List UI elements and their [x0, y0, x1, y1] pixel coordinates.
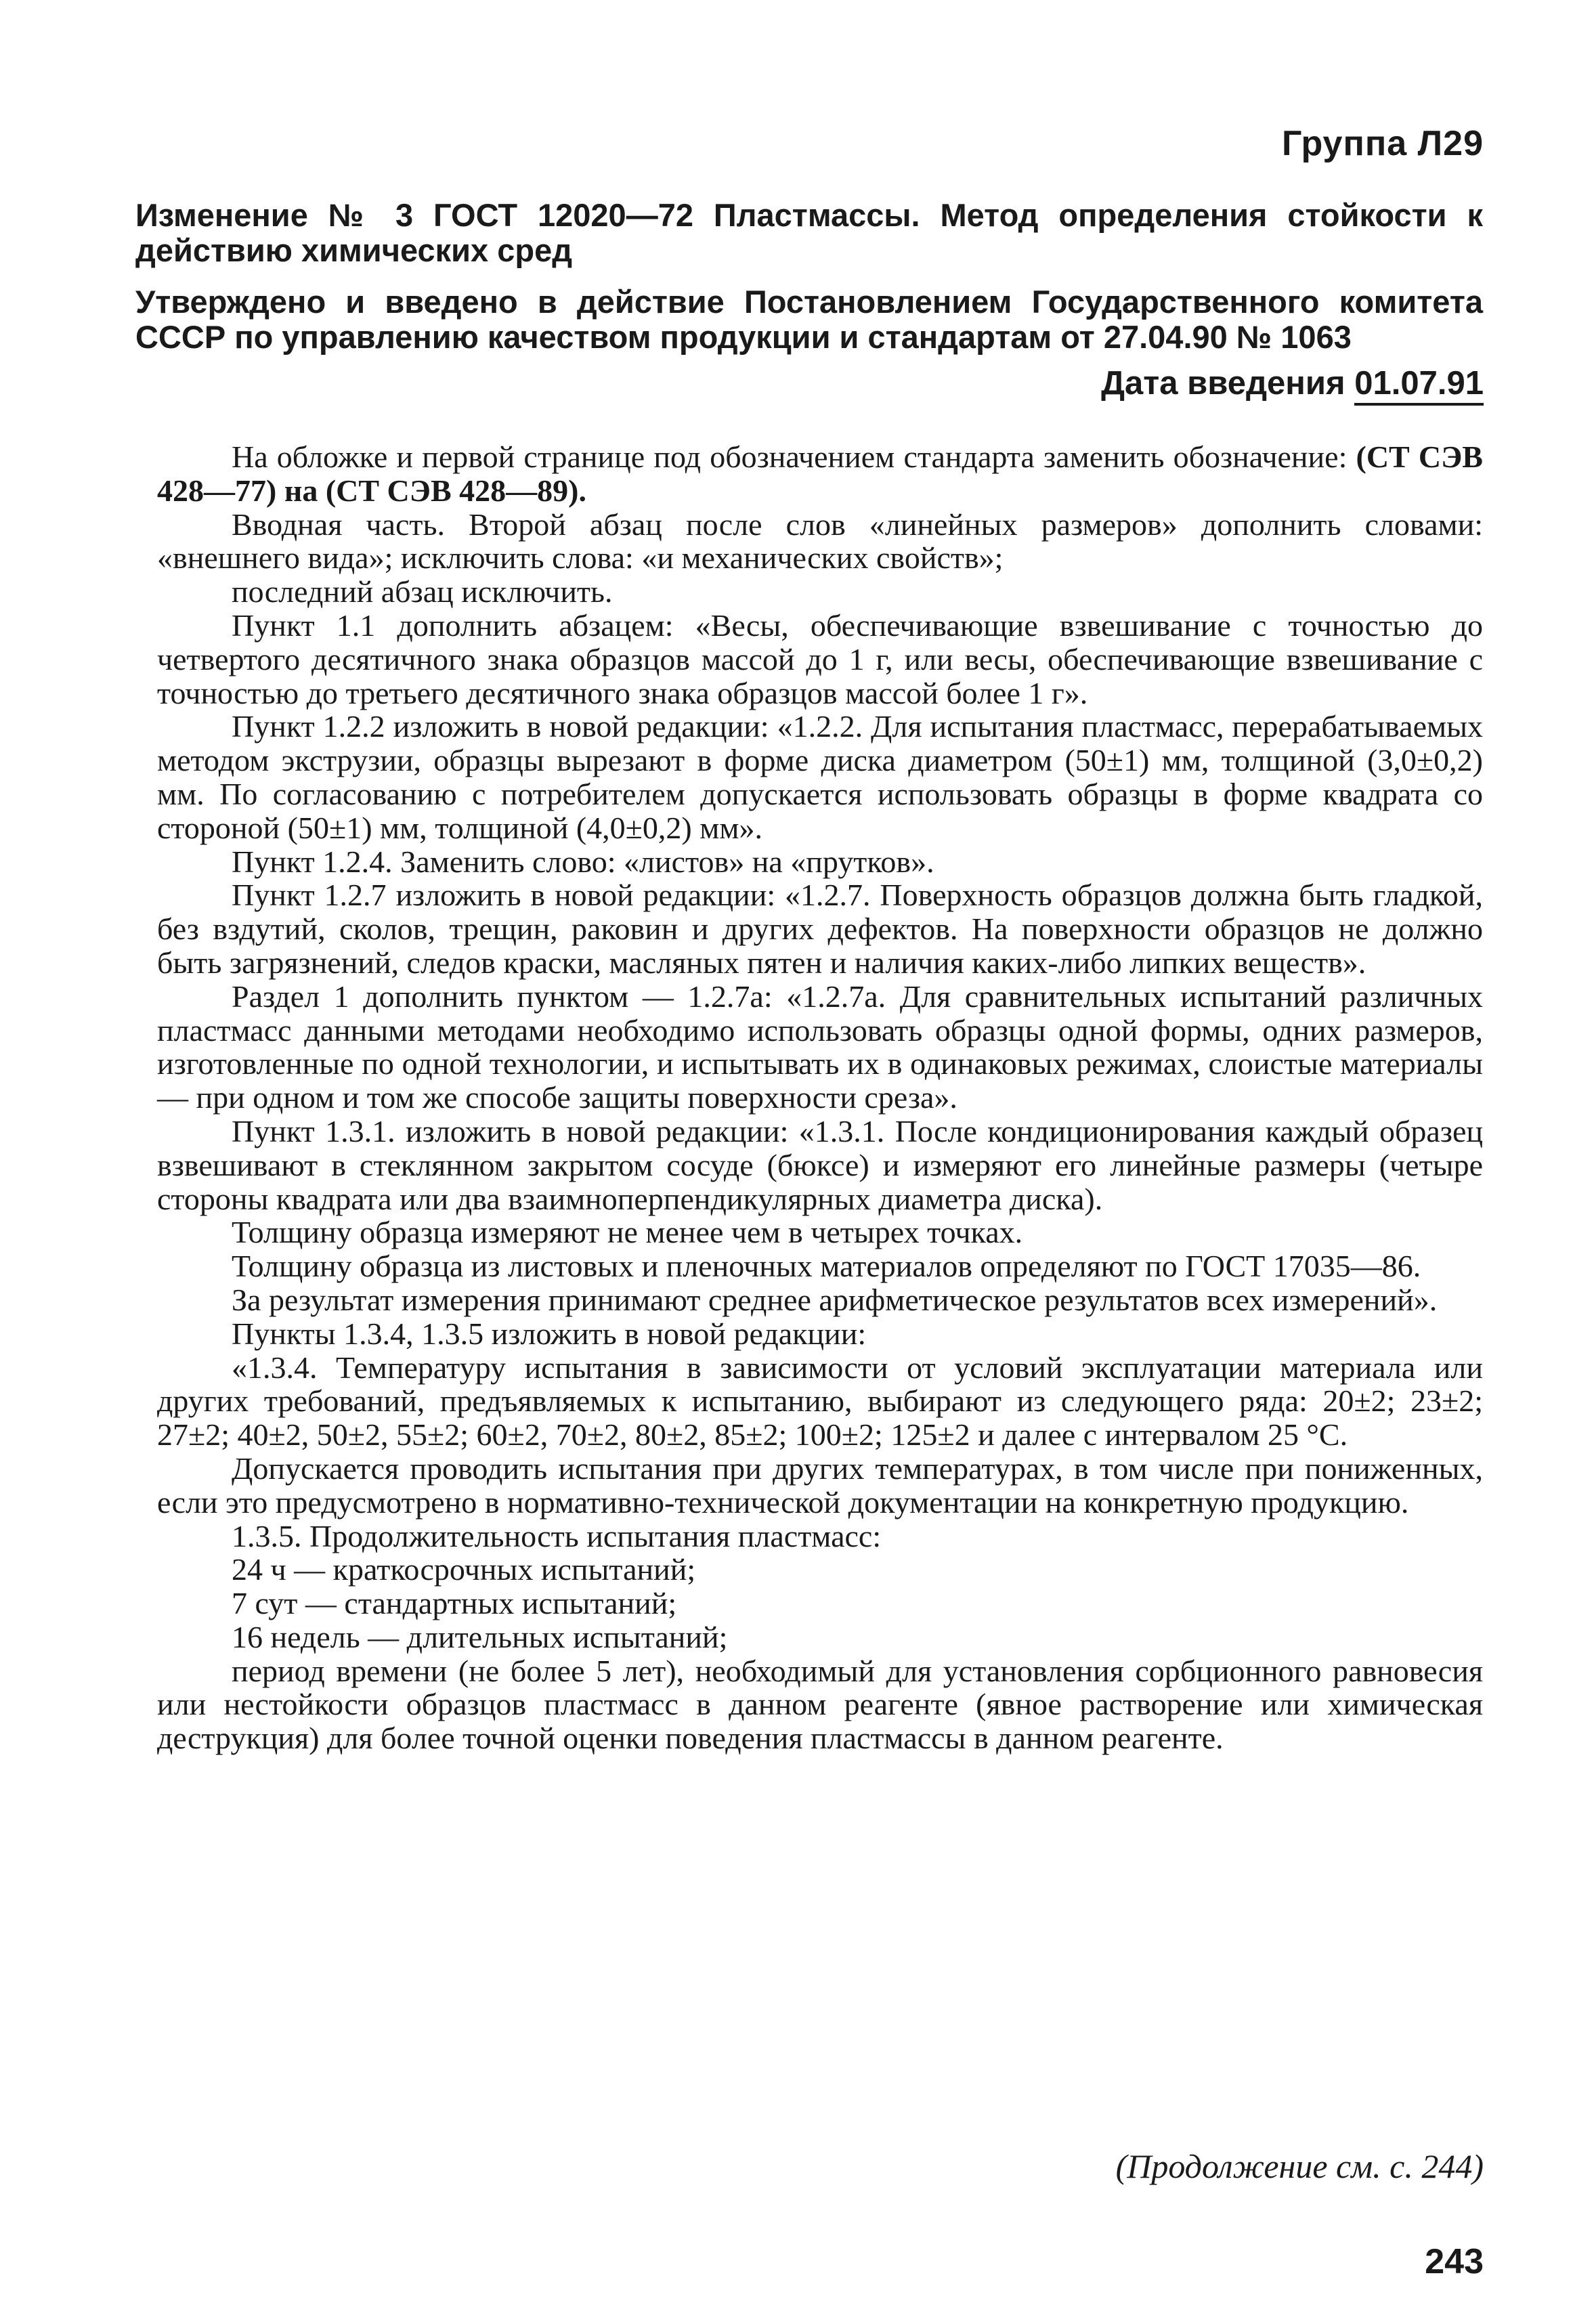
paragraph: Пункт 1.2.2 изложить в новой редакции: «1.2.2. Для испытания пластмасс, перерабатываемых методом экструзии, образцы вырезают в форме диска диаметром (50±1) мм, толщиной (3,0±0,2) мм. По согласованию с потребителем допускается использовать образцы в форме квадрата со стороной (50±1) мм, толщиной (4,0±0,2) мм». — [157, 709, 1483, 845]
paragraph: 1.3.5. Продолжительность испытания пластмасс: — [232, 1518, 882, 1553]
paragraph: Пункт 1.1 дополнить абзацем: «Весы, обеспечивающие взвешивание с точностью до четвертого десятичного знака образцов массой до 1 г, или весы, обеспечивающие взвешивание с точностью до третьего десятичного знака образцов массой более 1 г». — [157, 607, 1483, 710]
paragraph: последний абзац исключить. — [232, 574, 613, 609]
paragraph: Пункт 1.3.1. изложить в новой редакции: «1.3.1. После кондиционирования каждый образец взвешивают в стеклянном закрытом сосуде (бюксе) и измеряют его линейные размеры (четыре стороны квадрата или два взаимноперпендикулярных диаметра диска). — [157, 1113, 1483, 1216]
paragraph: Пункт 1.2.4. Заменить слово: «листов» на «прутков». — [232, 844, 934, 879]
amendment-body — [157, 440, 1483, 1755]
paragraph: период времени (не более 5 лет), необходимый для установления сорбционного равновесия или нестойкости образцов пластмасс в данном реагенте (явное растворение или химическая деструкция) для более точной оценки поведения пластмассы в данном реагенте. — [157, 1653, 1483, 1756]
paragraph: «1.3.4. Температуру испытания в зависимости от условий эксплуатации материала или других требований, предъявляемых к испытанию, выбирают из следующего ряда: 20±2; 23±2; 27±2; 40±2, 50±2, 55±2; 60±2, 70±2, 80±2, 85±2; 100±2; 125±2 и далее с интервалом 25 °С. — [157, 1350, 1483, 1452]
paragraph: На обложке и первой странице под обозначением стандарта заменить обозначение: (СТ СЭВ 428—77) на (СТ СЭВ 428—89). — [157, 439, 1483, 508]
paragraph: Вводная часть. Второй абзац после слов «линейных размеров» дополнить словами: «внешнего вида»; исключить слова: «и механических свойств»; — [157, 507, 1483, 576]
effective-date-label: Дата введения — [1101, 365, 1345, 402]
paragraph: Толщину образца из листовых и пленочных материалов определяют по ГОСТ 17035—86. — [232, 1249, 1421, 1284]
paragraph: 16 недель — длительных испытаний; — [232, 1619, 728, 1654]
continuation-note: (Продолжение см. с. 244) — [1115, 2147, 1484, 2185]
paragraph: Пункт 1.2.7 изложить в новой редакции: «1.2.7. Поверхность образцов должна быть гладкой, без вздутий, сколов, трещин, раковин и других дефектов. На поверхности образцов не должно быть загрязнений, следов краски, масляных пятен и наличия каких-либо липких веществ». — [157, 878, 1483, 980]
approval-statement: Утверждено и введено в действие Постановлением Государственного комитета СССР по управлению качеством продукции и стандартам от 27.04.90 № 1063 — [135, 284, 1483, 355]
amendment-title: Изменение № 3 ГОСТ 12020—72 Пластмассы. Метод определения стойкости к действию химических сред — [135, 197, 1483, 268]
paragraph: Раздел 1 дополнить пунктом — 1.2.7а: «1.2.7а. Для сравнительных испытаний различных пластмасс данными методами необходимо использовать образцы одной формы, одних размеров, изготовленные по одной технологии, и испытывать их в одинаковых режимах, слоистые материалы — при одном и том же способе защиты поверхности среза». — [157, 978, 1483, 1115]
paragraph: За результат измерения принимают среднее арифметическое результатов всех измерений». — [232, 1282, 1438, 1317]
paragraph: Толщину образца измеряют не менее чем в четырех точках. — [232, 1215, 1023, 1250]
paragraph: 24 ч — краткосрочных испытаний; — [232, 1552, 696, 1587]
paragraph: Допускается проводить испытания при других температурах, в том числе при пониженных, если это предусмотрено в нормативно-технической документации на конкретную продукцию. — [157, 1450, 1483, 1520]
page-number: 243 — [1425, 2242, 1484, 2281]
paragraph: Пункты 1.3.4, 1.3.5 изложить в новой редакции: — [232, 1316, 867, 1351]
effective-date-value: 01.07.91 — [1354, 365, 1484, 406]
paragraph-bold-tail: (СТ СЭВ 428—77) на (СТ СЭВ 428—89). — [157, 439, 1483, 508]
group-code: Группа Л29 — [1281, 124, 1484, 163]
effective-date — [1101, 364, 1484, 402]
paragraph: 7 сут — стандартных испытаний; — [232, 1586, 677, 1621]
